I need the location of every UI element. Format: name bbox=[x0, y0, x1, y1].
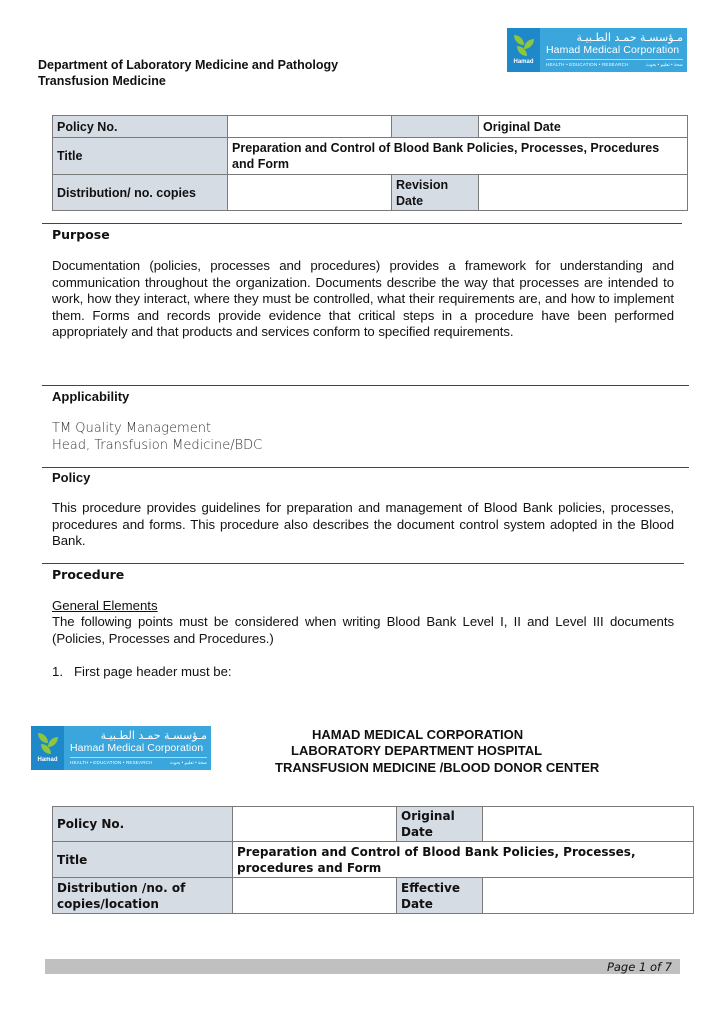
title-label: Title bbox=[53, 138, 228, 175]
hmc-logo-example: Hamad مـؤسسـة حمـد الطـبيـة Hamad Medical Corporation HEALTH • EDUCATION • RESEARCH صحة • تعليم • بحوث bbox=[31, 726, 211, 770]
logo-english-name: Hamad Medical Corporation bbox=[546, 44, 680, 56]
logo-arabic-name: مـؤسسـة حمـد الطـبيـة bbox=[576, 31, 683, 44]
procedure-text: The following points must be considered when writing Blood Bank Level I, II and Level III documents (Policies, Processes and Procedures.) bbox=[52, 614, 674, 646]
policy-heading: Policy bbox=[52, 470, 91, 485]
revision-date-value bbox=[479, 175, 688, 211]
example-distribution-value bbox=[233, 878, 397, 914]
applicability-item: TM Quality Management bbox=[52, 421, 212, 436]
example-effective-date-value bbox=[483, 878, 694, 914]
example-header-line-2: LABORATORY DEPARTMENT HOSPITAL bbox=[291, 743, 543, 758]
example-header-line-1: HAMAD MEDICAL CORPORATION bbox=[312, 727, 524, 742]
applicability-heading: Applicability bbox=[52, 389, 130, 404]
distribution-value bbox=[228, 175, 392, 211]
example-title-label: Title bbox=[53, 842, 233, 878]
policy-no-label: Policy No. bbox=[53, 116, 228, 138]
example-distribution-label: Distribution /no. of copies/location bbox=[53, 878, 233, 914]
purpose-heading: Purpose bbox=[52, 227, 110, 242]
list-number: 1. bbox=[52, 664, 63, 679]
list-text: First page header must be: bbox=[74, 664, 232, 679]
purpose-text: Documentation (policies, processes and procedures) provides a framework for understanding and communication throughout the organization. Documents describe the way that processes are intended to work, how they interact, where they must be controlled, what their requirements are, and how to implement them. Forms and records provide evidence that critical steps in a procedure have been performed appropriately and that products and services conform to specified requirements. bbox=[52, 258, 674, 340]
document-header bbox=[38, 57, 338, 89]
blank-shaded-cell bbox=[392, 116, 479, 138]
general-elements-subheading: General Elements bbox=[52, 598, 158, 613]
department-name: Department of Laboratory Medicine and Pathology bbox=[38, 58, 339, 72]
section-divider bbox=[42, 467, 689, 468]
leaf-icon bbox=[513, 35, 535, 57]
policy-text: This procedure provides guidelines for preparation and management of Blood Bank policies, processes, procedures and forms. This procedure also describes the document control system adopted in the Blood Bank. bbox=[52, 500, 674, 549]
original-date-label: Original Date bbox=[479, 116, 688, 138]
applicability-item: Head, Transfusion Medicine/BDC bbox=[52, 438, 263, 453]
page-number: Page 1 of 7 bbox=[606, 960, 672, 974]
procedure-heading: Procedure bbox=[52, 567, 125, 582]
applicability-list bbox=[52, 420, 262, 454]
distribution-label: Distribution/ no. copies bbox=[53, 175, 228, 211]
example-policy-table bbox=[52, 806, 694, 914]
page-footer bbox=[45, 959, 680, 974]
list-item bbox=[52, 664, 232, 679]
section-divider bbox=[42, 563, 684, 564]
example-title-value: Preparation and Control of Blood Bank Policies, Processes, procedures and Form bbox=[233, 842, 694, 878]
policy-meta-table bbox=[52, 115, 688, 211]
hmc-logo-mark: Hamad bbox=[507, 28, 540, 72]
logo-tagline: HEALTH • EDUCATION • RESEARCH صحة • تعليم • بحوث bbox=[546, 59, 683, 68]
revision-date-label: Revision Date bbox=[392, 175, 479, 211]
title-value: Preparation and Control of Blood Bank Policies, Processes, Procedures and Form bbox=[228, 138, 688, 175]
example-original-date-value bbox=[483, 807, 694, 842]
example-original-date-label: Original Date bbox=[397, 807, 483, 842]
section-divider bbox=[42, 223, 682, 224]
section-divider bbox=[42, 385, 689, 386]
hmc-logo bbox=[507, 28, 687, 72]
policy-no-value bbox=[228, 116, 392, 138]
example-effective-date-label: Effective Date bbox=[397, 878, 483, 914]
example-policy-no-label: Policy No. bbox=[53, 807, 233, 842]
leaf-icon bbox=[37, 733, 59, 755]
example-header-line-3: TRANSFUSION MEDICINE /BLOOD DONOR CENTER bbox=[275, 760, 600, 775]
example-policy-no-value bbox=[233, 807, 397, 842]
division-name: Transfusion Medicine bbox=[38, 74, 166, 88]
